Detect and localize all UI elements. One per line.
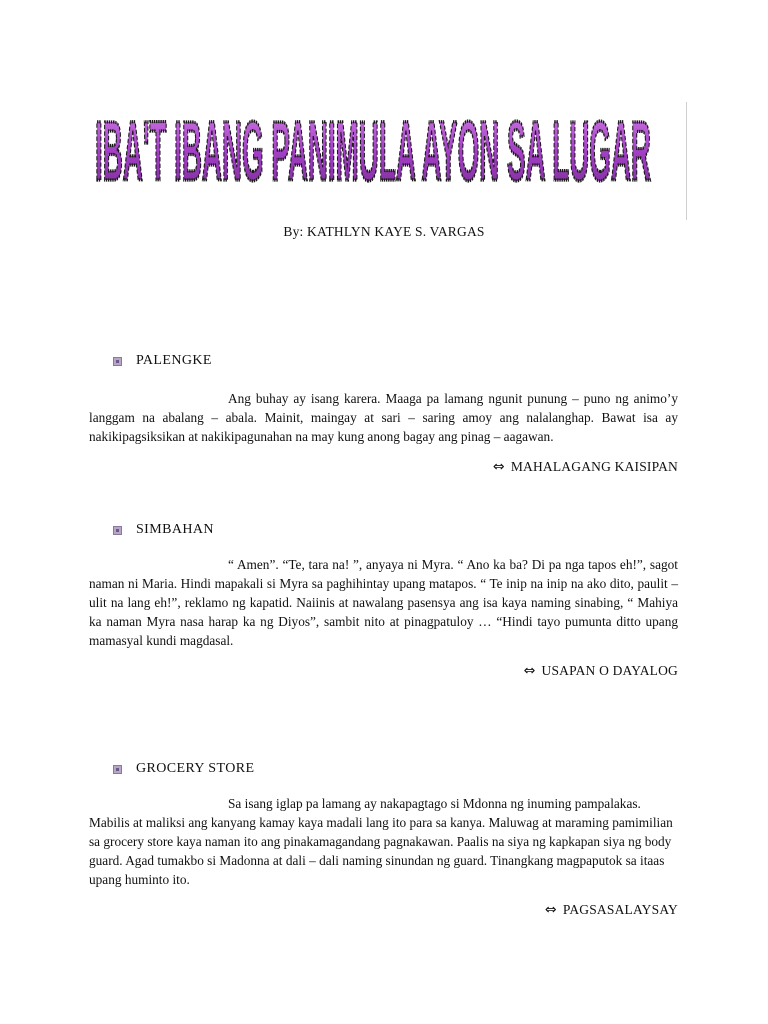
section-heading-label: GROCERY STORE — [136, 761, 255, 776]
byline: By: KATHLYN KAYE S. VARGAS — [283, 224, 485, 239]
section-heading — [89, 353, 678, 373]
square-bullet-icon — [113, 526, 122, 535]
square-bullet-icon — [113, 765, 122, 774]
section-paragraph: Sa isang iglap pa lamang ay nakapagtago si Mdonna ng inuming pampalakas. Mabilis at maliksi ang kanyang kamay kaya madali lang ito para sa kanya. Maluwag at maraming pamimilian sa grocery store kaya naman ito ang pinakamagandang pagnakawan. Paalis na siya ng kapkapan siya ng body guard. Agad tumakbo si Madonna at dali – dali naming sinundan ng guard. Tinangkang magpaputok sa itaas upang huminto ito. — [89, 796, 673, 887]
section-paragraph: Ang buhay ay isang karera. Maaga pa lamang ngunit punung – puno ng animo’y langgam na abalang – abala. Mainit, maingay at sari – saring amoy ang nalalanghap. Bawat isa ay nakikipagsiksikan at nakikipagunahan na may kung anong bagay ang pinag – aagawan. — [89, 391, 678, 444]
section-heading — [89, 761, 678, 781]
page-edge-line — [686, 102, 687, 220]
section-heading-label: SIMBAHAN — [136, 522, 214, 537]
section-simbahan — [89, 522, 678, 679]
section-arrow-label: ⇔ USAPAN O DAYALOG — [523, 663, 678, 679]
title-text: IBA'T IBANG PANIMULA AYON SA LUGAR — [95, 112, 651, 199]
section-heading-label: PALENGKE — [136, 353, 212, 368]
section-palengke — [89, 353, 678, 475]
section-heading — [89, 522, 678, 542]
left-right-arrow-icon: ⇔ — [544, 902, 557, 918]
left-right-arrow-icon: ⇔ — [523, 663, 536, 679]
square-bullet-icon — [113, 357, 122, 366]
section-paragraph: “ Amen”. “Te, tara na! ”, anyaya ni Myra. “ Ano ka ba? Di pa nga tapos eh!”, sagot naman ni Maria. Hindi mapakali si Myra sa paghihintay upang matapos. “ Te inip na inip na ako dito, paulit – ulit na lang eh!”, reklamo ng kapatid. Naiinis at nawalang pasensya ang isa kaya naming sinabing, “ Mahiya ka naman Myra nasa harap ka ng Diyos”, sambit nito at pinagpatuloy … “Hindi tayo pumunta ditto upang mamasyal kundi magdasal. — [89, 557, 678, 648]
left-right-arrow-icon: ⇔ — [492, 459, 505, 475]
section-grocery-store — [89, 761, 678, 918]
section-arrow-label: ⇔ PAGSASALAYSAY — [544, 902, 678, 918]
section-arrow-label: ⇔ MAHALAGANG KAISIPAN — [492, 459, 678, 475]
wordart-title — [88, 112, 658, 220]
